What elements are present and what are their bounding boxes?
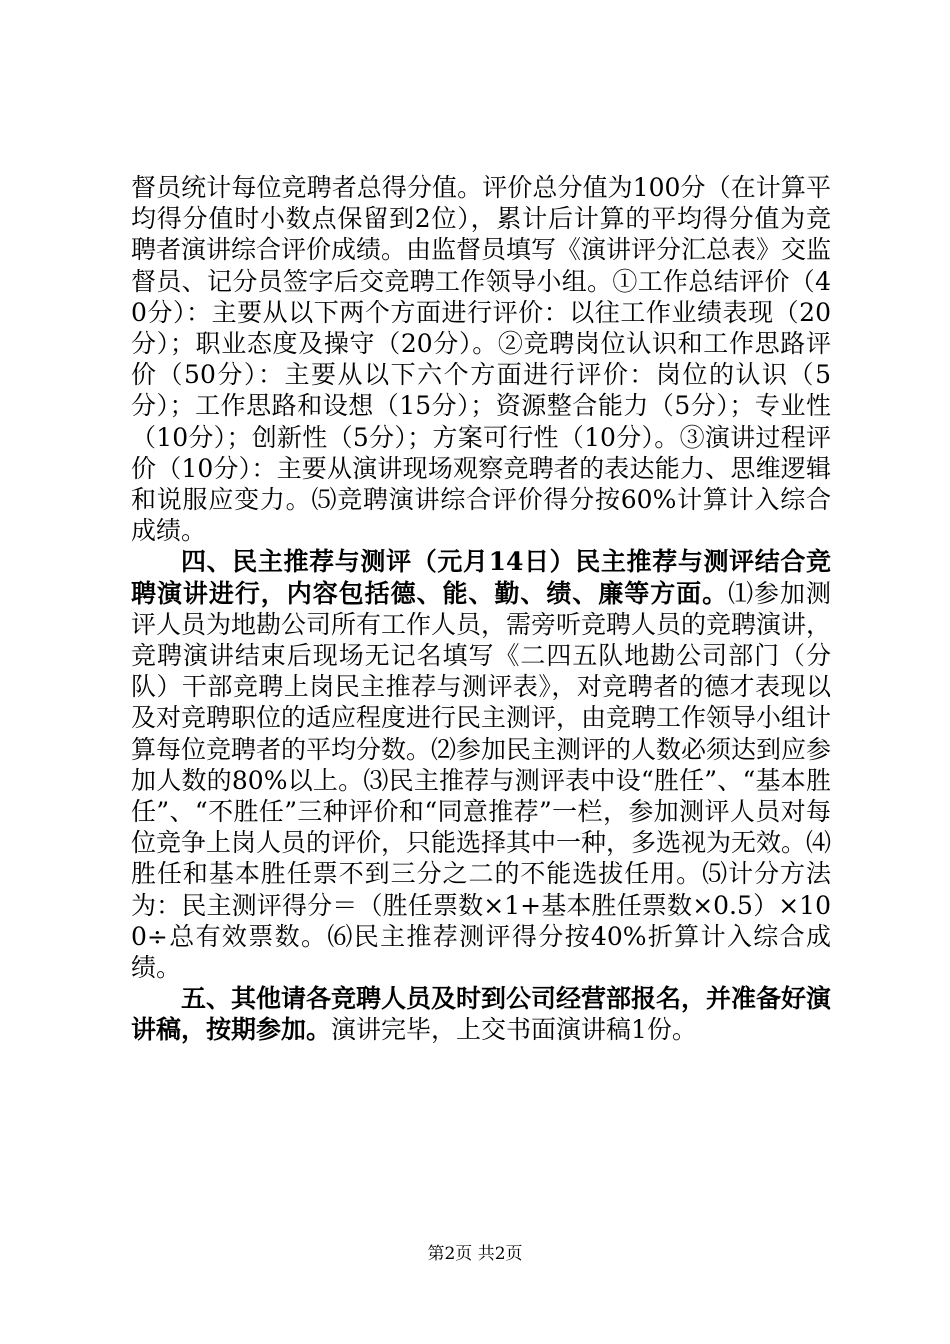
section-other	[131, 983, 831, 1045]
section-democratic-recommendation	[131, 546, 831, 983]
section-heading: 四、民主推荐与测评（元月14日）民主推荐与测评结合竞聘演讲进行，内容包括德、能、勤、绩、廉等方面。	[131, 547, 831, 608]
section-heading: 五、其他请各竞聘人员及时到公司经营部报名，并准备好演讲稿，按期参加。	[131, 984, 832, 1045]
paragraph-evaluation-criteria: 督员统计每位竞聘者总得分值。评价总分值为100分（在计算平均得分值时小数点保留到2位），累计后计算的平均得分值为竞聘者演讲综合评价成绩。由监督员填写《演讲评分汇总表》交监督员、记分员签字后交竞聘工作领导小组。①工作总结评价（40分）：主要从以下两个方面进行评价：以往工作业绩表现（20分）；职业态度及操守（20分）。②竞聘岗位认识和工作思路评价（50分）：主要从以下六个方面进行评价：岗位的认识（5分）；工作思路和设想（15分）；资源整合能力（5分）；专业性（10分）；创新性（5分）；方案可行性（10分）。③演讲过程评价（10分）：主要从演讲现场观察竞聘者的表达能力、思维逻辑和说服应变力。⑸竞聘演讲综合评价得分按60%计算计入综合成绩。	[131, 173, 832, 546]
document-body	[131, 172, 831, 1046]
section-body: 演讲完毕，上交书面演讲稿1份。	[331, 1015, 697, 1045]
section-body: ⑴参加测评人员为地勘公司所有工作人员，需旁听竞聘人员的竞聘演讲，竞聘演讲结束后现场无记名填写《二四五队地勘公司部门（分队）干部竞聘上岗民主推荐与测评表》，对竞聘者的德才表现以及对竞聘职位的适应程度进行民主测评，由竞聘工作领导小组计算每位竞聘者的平均分数。⑵参加民主测评的人数必须达到应参加人数的80%以上。⑶民主推荐与测评表中设“胜任”、“基本胜任”、“不胜任”三种评价和“同意推荐”一栏，参加测评人员对每位竞争上岗人员的评价，只能选择其中一种，多选视为无效。⑷胜任和基本胜任票不到三分之二的不能选拔任用。⑸计分方法为：民主测评得分＝（胜任票数×1+基本胜任票数×0.5）×100÷总有效票数。⑹民主推荐测评得分按40%折算计入综合成绩。	[131, 578, 832, 983]
page-footer: 第2页 共2页	[427, 1244, 523, 1264]
